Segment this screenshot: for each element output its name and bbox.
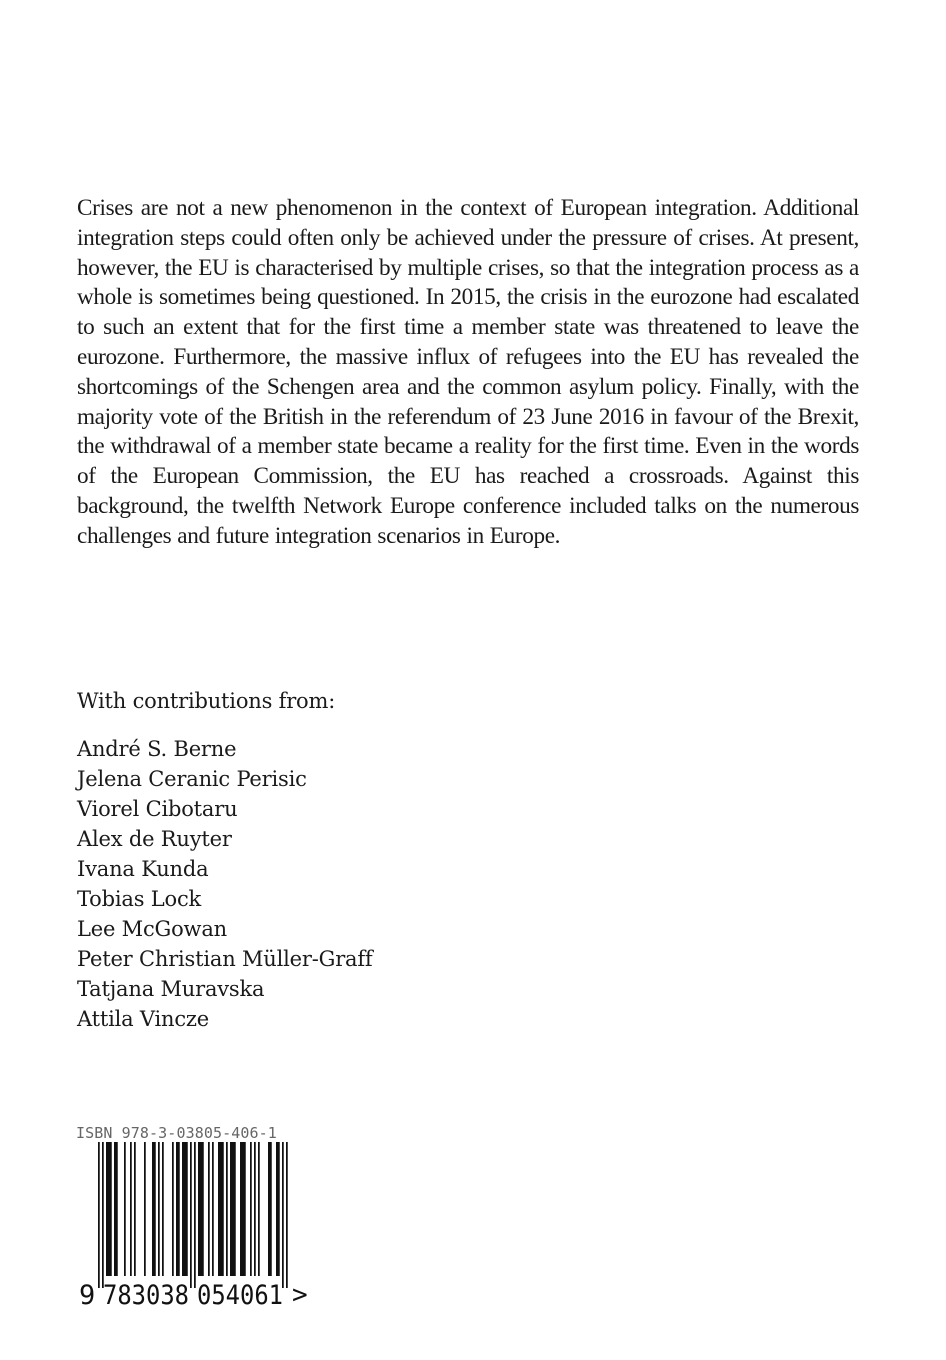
isbn-barcode-block xyxy=(70,1124,310,1309)
isbn-label: ISBN 978-3-03805-406-1 xyxy=(76,1124,277,1142)
barcode-bar xyxy=(258,1142,260,1276)
barcode-bar xyxy=(162,1142,164,1276)
barcode-bars xyxy=(98,1142,288,1288)
barcode-guard-bar xyxy=(102,1142,104,1288)
contributor-name: Alex de Ruyter xyxy=(77,827,232,851)
barcode-bar xyxy=(114,1142,118,1276)
barcode-bar xyxy=(172,1142,174,1276)
barcode-bar xyxy=(152,1142,156,1276)
barcode-bar xyxy=(134,1142,136,1276)
barcode-guard-bar xyxy=(286,1142,288,1288)
barcode-guard-bar xyxy=(190,1142,192,1288)
barcode-bar xyxy=(176,1142,180,1276)
contributor-name: Ivana Kunda xyxy=(77,857,209,881)
barcode-bar xyxy=(106,1142,112,1276)
barcode-bar xyxy=(240,1142,246,1276)
contributors-list xyxy=(77,734,373,1034)
contributions-heading: With contributions from: xyxy=(77,689,336,713)
barcode-bar xyxy=(208,1142,210,1276)
blurb-paragraph: Crises are not a new phenomenon in the context of European integration. Additional integration steps could often only be achieved under the pressure of crises. At present, however, the EU is characterised by multiple crises, so that the integration process as a whole is sometimes being questioned. In 2015, the crisis in the eurozone had escalated to such an extent that for the first time a member state was threatened to leave the eurozone. Furthermore, the massive influx of refugees into the EU has revealed the shortcomings of the Schengen area and the common asylum policy. Finally, with the majority vote of the British in the referendum of 23 June 2016 in favour of the Brexit, the withdrawal of a member state became a reality for the first time. Even in the words of the European Commission, the EU has reached a crossroads. Against this background, the twelfth Network Europe conference included talks on the numerous challenges and future integration scenarios in Europe. xyxy=(77,195,859,549)
barcode-guard-bar xyxy=(194,1142,196,1288)
contributor-name: Tatjana Muravska xyxy=(77,977,265,1001)
barcode-bar xyxy=(158,1142,160,1276)
barcode-bar xyxy=(144,1142,146,1276)
contributor-name: Viorel Cibotaru xyxy=(77,797,238,821)
contributor-name: Tobias Lock xyxy=(77,887,202,911)
contributor-name: Jelena Ceranic Perisic xyxy=(77,767,307,791)
contributor-name: Lee McGowan xyxy=(77,917,227,941)
barcode-guard-bar xyxy=(282,1142,284,1288)
barcode-bar xyxy=(182,1142,188,1276)
barcode-guard-bar xyxy=(98,1142,100,1288)
contributor-name: André S. Berne xyxy=(77,737,237,761)
barcode-bar xyxy=(124,1142,126,1276)
barcode-bar xyxy=(130,1142,132,1276)
contributor-name: Attila Vincze xyxy=(77,1007,209,1031)
barcode-left-digits: 783038 xyxy=(103,1280,189,1307)
barcode-bar xyxy=(226,1142,228,1276)
barcode-bar xyxy=(276,1142,280,1276)
contributor-name: Peter Christian Müller-Graff xyxy=(77,947,373,971)
barcode-bar xyxy=(218,1142,224,1276)
barcode-bar xyxy=(254,1142,256,1276)
barcode-quiet-zone-marker: > xyxy=(292,1280,308,1307)
barcode-bar xyxy=(212,1142,214,1276)
barcode-bar xyxy=(268,1142,272,1276)
barcode-bar xyxy=(250,1142,252,1276)
barcode-first-digit: 9 xyxy=(79,1280,96,1307)
barcode-bar xyxy=(198,1142,204,1276)
barcode-bar xyxy=(230,1142,236,1276)
barcode-right-digits: 054061 xyxy=(197,1280,283,1307)
barcode-graphic xyxy=(70,1142,310,1307)
